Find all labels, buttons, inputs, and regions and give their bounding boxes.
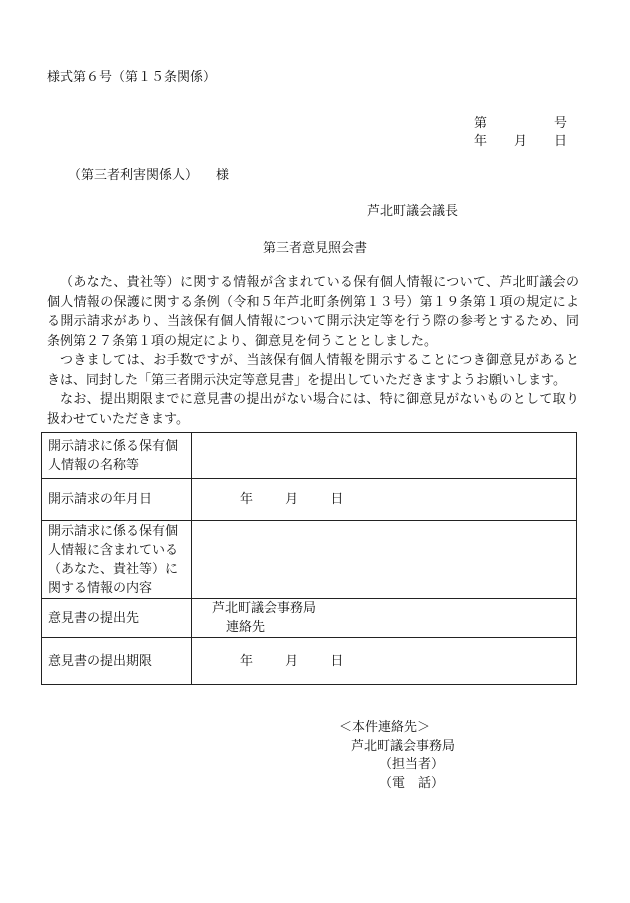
contact-person: （担当者） — [379, 757, 445, 772]
contact-phone: （電 話） — [379, 775, 445, 791]
paragraph-2: つきましては、お手数ですが、当該保有個人情報を開示することにつき御意見があるときは、同封した「第三者開示決定等意見書」を提出していただきますようお願いします。 — [47, 353, 579, 388]
body-text — [47, 273, 579, 429]
date-month: 月 — [514, 134, 528, 149]
form-number: 様式第６号（第１５条関係） — [47, 70, 217, 85]
row-value-info-name — [192, 433, 577, 479]
row-label-submit-to: 意見書の提出先 — [42, 599, 192, 638]
addressee — [68, 167, 229, 185]
contact-heading: ＜本件連絡先＞ — [339, 720, 431, 735]
row-value-info-content — [192, 521, 577, 599]
doc-number-dai: 第 — [474, 116, 488, 131]
deadline-year: 年 — [240, 653, 254, 669]
date-day: 日 — [554, 134, 568, 149]
request-date-month: 月 — [285, 492, 299, 507]
request-date-day: 日 — [330, 492, 344, 507]
contact-block — [339, 719, 455, 793]
addressee-honorific: 様 — [216, 168, 230, 183]
request-date-year: 年 — [240, 492, 254, 507]
table-row — [42, 521, 577, 599]
contact-office: 芦北町議会事務局 — [351, 738, 456, 754]
document-title: 第三者意見照会書 — [262, 241, 367, 256]
date-year: 年 — [474, 134, 488, 149]
paragraph-3: なお、提出期限までに意見書の提出がない場合には、特に御意見がないものとして取り扱わせていただきます。 — [47, 392, 579, 427]
addressee-name: （第三者利害関係人） — [68, 168, 199, 183]
row-label-info-name: 開示請求に係る保有個人情報の名称等 — [42, 433, 192, 479]
row-value-submit-to — [192, 599, 577, 638]
table-row — [42, 638, 577, 685]
table-row — [42, 599, 577, 638]
row-label-deadline: 意見書の提出期限 — [42, 638, 192, 685]
deadline-month: 月 — [285, 653, 299, 669]
doc-number-gou: 号 — [554, 116, 568, 131]
submit-to-contact: 連絡先 — [226, 620, 266, 635]
row-label-info-content: 開示請求に係る保有個人情報に含まれている（あなた、貴社等）に関する情報の内容 — [42, 521, 192, 599]
deadline-day: 日 — [330, 653, 344, 669]
info-table — [41, 432, 577, 685]
row-label-request-date: 開示請求の年月日 — [42, 479, 192, 521]
table-row — [42, 479, 577, 521]
sender: 芦北町議会議長 — [367, 204, 459, 219]
document-number-block — [474, 115, 566, 155]
submit-to-office: 芦北町議会事務局 — [212, 601, 317, 616]
paragraph-1: （あなた、貴社等）に関する情報が含まれている保有個人情報について、芦北町議会の個人情報の保護に関する条例（令和５年芦北町条例第１３号）第１９条第１項の規定による開示請求があり、当該保有個人情報について開示決定等を行う際の参考とするため、同条例第２７条第１項の規定により、御意見を伺うこととしました。 — [47, 275, 579, 349]
row-value-deadline — [192, 638, 577, 685]
table-row — [42, 433, 577, 479]
row-value-request-date — [192, 479, 577, 521]
